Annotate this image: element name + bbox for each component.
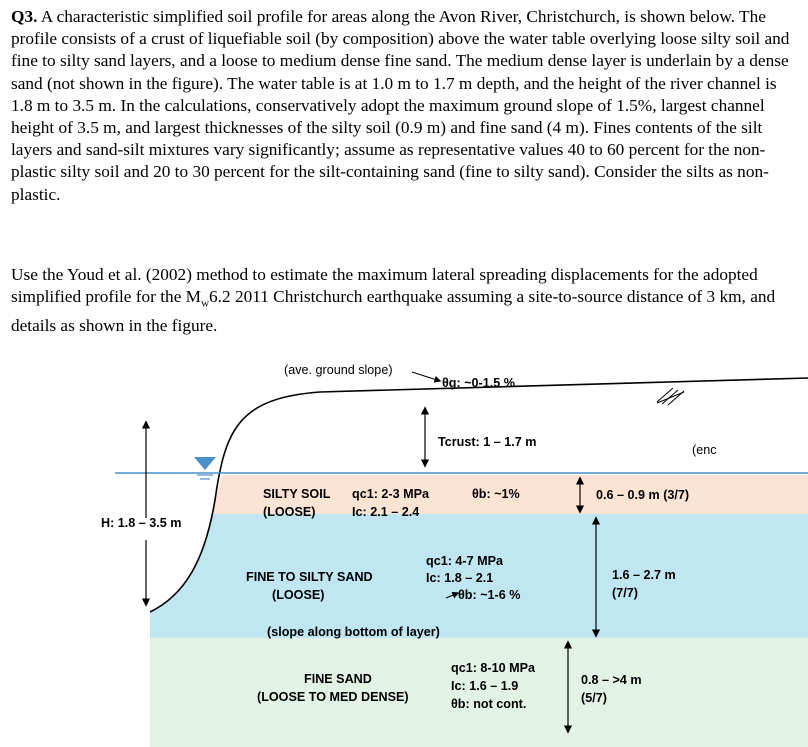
fine-sand-ratio: (5/7) [581,691,607,705]
question-text: A characteristic simplified soil profile for areas along the Avon River, Christchurch, is shown below. The profile consists of a crust of liquefiable soil (by composition) above the water table overlying loose silty soil and fine to silty sand layers, and a loose to medium dense fine sand. The medium dense layer is underlain by a dense sand (not shown in the figure). The water table is at 1.0 m to 1.7 m depth, and the height of the river channel is 1.8 m to 3.5 m. In the calculations, conservatively adopt the maximum ground slope of 1.5%, largest channel height of 3.5 m, and largest thicknesses of the silty soil (0.9 m) and fine sand (4 m). Fines contents of the silt layers and sand-silt mixtures vary significantly; assume as representative values 40 to 60 percent for the non-plastic silty soil and 20 to 30 percent for the silt-containing sand (fine to silty sand). Consider the silts as non-plastic. [11,7,790,204]
fine-sand-state: (LOOSE TO MED DENSE) [257,690,409,704]
fine-silty-sand-name: FINE TO SILTY SAND [246,570,373,584]
silty-soil-name: SILTY SOIL [263,487,331,501]
silty-soil-ic: Ic: 2.1 – 2.4 [352,505,420,519]
silty-soil-theta: θb: ~1% [472,487,520,501]
fine-silty-sand-state: (LOOSE) [272,588,325,602]
fine-sand-theta: θb: not cont. [451,697,527,711]
water-table-icon [194,457,216,470]
fine-sand-ic: Ic: 1.6 – 1.9 [451,679,519,693]
fine-silty-sand-qc1: qc1: 4-7 MPa [426,554,503,568]
ground-slope-value: θg: ~0-1.5 % [442,376,515,390]
fine-silty-sand-thickness: 1.6 – 2.7 m [612,568,676,582]
magnitude-subscript: w [201,297,210,310]
fine-sand-name: FINE SAND [304,672,372,686]
silty-soil-thickness: 0.6 – 0.9 m (3/7) [596,488,690,502]
fine-sand-qc1: qc1: 8-10 MPa [451,661,535,675]
ground-slope-label: (ave. ground slope) [284,363,393,377]
fine-silty-sand-ic: Ic: 1.8 – 2.1 [426,571,494,585]
channel-height-label: H: 1.8 – 3.5 m [101,516,182,530]
task-text-a: Use the Youd et al. (2002) method to estimate the maximum lateral spreading displacements for the adopted simplified profile for the M [11,265,758,307]
hatch-icon [657,388,684,405]
question-number: Q3. [11,7,38,26]
silty-soil-qc1: qc1: 2-3 MPa [352,487,429,501]
silty-soil-state: (LOOSE) [263,505,316,519]
enc-label: (enc [692,443,717,457]
task-text-b: 6.2 2011 Christchurch earthquake assuming a site-to-source distance of 3 km, and details as shown in the figure. [11,287,776,335]
fine-sand-thickness: 0.8 – >4 m [581,673,642,687]
fine-silty-sand-ratio: (7/7) [612,586,638,600]
ground-slope-pointer [412,372,440,381]
slope-note: (slope along bottom of layer) [267,625,440,639]
fine-silty-sand-theta: θb: ~1-6 % [458,588,521,602]
crust-thickness-label: Tcrust: 1 – 1.7 m [438,435,537,449]
